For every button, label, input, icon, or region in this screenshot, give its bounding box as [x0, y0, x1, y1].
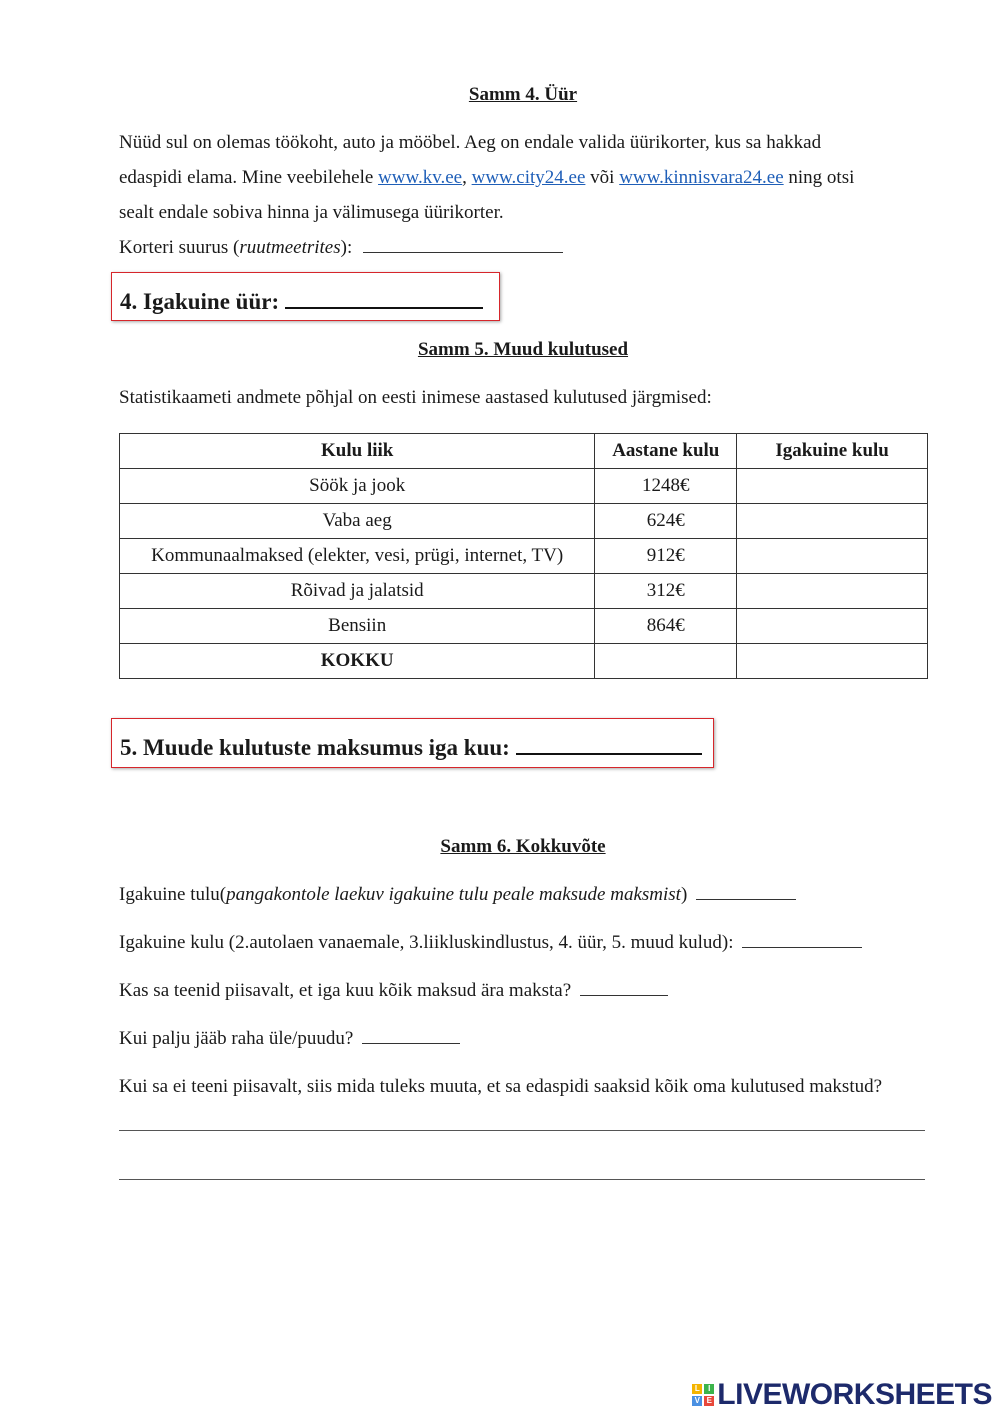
expense-type: Kommunaalmaksed (elekter, vesi, prügi, internet, TV) [120, 539, 595, 574]
table-row [120, 574, 928, 609]
monthly-expenses-row [119, 925, 862, 960]
other-expenses-input[interactable] [516, 731, 702, 755]
other-expenses-row [120, 731, 702, 761]
link-city24[interactable]: www.city24.ee [471, 167, 586, 188]
logo-letter-l: L [692, 1384, 702, 1394]
what-to-change-question: Kui sa ei teeni piisavalt, siis mida tuleks muuta, et sa edaspidi saaksid kõik oma kulutused makstud? [119, 1076, 883, 1097]
annual-cost: 864€ [595, 609, 737, 644]
monthly-cost-input[interactable] [737, 574, 928, 609]
monthly-cost-input[interactable] [737, 504, 928, 539]
monthly-rent-label: 4. Igakuine üür: [120, 289, 280, 314]
monthly-income-label-note: pangakontole laekuv igakuine tulu peale maksude maksmist [226, 884, 681, 905]
expenses-table [119, 433, 928, 679]
money-left-input[interactable] [362, 1025, 460, 1044]
money-left-question: Kui palju jääb raha üle/puudu? [119, 1028, 354, 1049]
apartment-size-label-unit: ruutmeetrites [239, 237, 341, 258]
logo-letter-v: V [692, 1396, 702, 1406]
annual-cost: 624€ [595, 504, 737, 539]
link-separator: , [462, 167, 472, 188]
header-monthly-cost: Igakuine kulu [737, 434, 928, 469]
step5-heading: Samm 5. Muud kulutused [417, 339, 629, 360]
expense-type: Rõivad ja jalatsid [120, 574, 595, 609]
step4-intro-line1: Nüüd sul on olemas töökoht, auto ja mööbel. Aeg on endale valida üürikorter, kus sa hakkad [119, 132, 822, 153]
logo-letter-e: E [704, 1396, 714, 1406]
earn-enough-row [119, 973, 668, 1008]
other-expenses-box [111, 718, 714, 768]
apartment-size-row [119, 230, 563, 265]
logo-mark-icon [692, 1384, 714, 1406]
apartment-size-input[interactable] [363, 234, 563, 253]
annual-cost: 312€ [595, 574, 737, 609]
link-kv[interactable]: www.kv.ee [378, 167, 463, 188]
monthly-expenses-label: Igakuine kulu (2.autolaen vanaemale, 3.liikluskindlustus, 4. üür, 5. muud kulud): [119, 932, 734, 953]
other-expenses-label: 5. Muude kulutuste maksumus iga kuu: [120, 735, 510, 760]
answer-line-2[interactable] [119, 1179, 925, 1180]
total-monthly-input[interactable] [737, 644, 928, 679]
money-left-row [119, 1021, 460, 1056]
table-row [120, 539, 928, 574]
header-annual-cost: Aastane kulu [595, 434, 737, 469]
monthly-rent-box [111, 272, 500, 321]
step5-intro: Statistikaameti andmete põhjal on eesti inimese aastased kulutused järgmised: [119, 387, 712, 408]
monthly-rent-input[interactable] [285, 285, 483, 309]
table-row [120, 469, 928, 504]
annual-cost: 912€ [595, 539, 737, 574]
step4-intro-line3: sealt endale sobiva hinna ja välimusega üürikorter. [119, 202, 504, 223]
link-kinnisvara24[interactable]: www.kinnisvara24.ee [619, 167, 784, 188]
step4-intro-line2 [119, 160, 854, 195]
monthly-cost-input[interactable] [737, 539, 928, 574]
step4-intro-line2-pre: edaspidi elama. Mine veebilehele [119, 167, 379, 188]
monthly-cost-input[interactable] [737, 469, 928, 504]
step4-intro-line2-post: ning otsi [783, 167, 855, 188]
liveworksheets-logo [692, 1378, 992, 1412]
step4-heading: Samm 4. Üür [468, 84, 578, 105]
header-expense-type: Kulu liik [120, 434, 595, 469]
monthly-rent-row [120, 285, 483, 315]
earn-enough-input[interactable] [580, 977, 668, 996]
table-header-row [120, 434, 928, 469]
monthly-income-row [119, 877, 796, 912]
apartment-size-label-post: ): [340, 237, 353, 258]
link-separator-or: või [585, 167, 620, 188]
table-row [120, 609, 928, 644]
monthly-expenses-input[interactable] [742, 929, 862, 948]
earn-enough-question: Kas sa teenid piisavalt, et iga kuu kõik maksud ära maksta? [119, 980, 572, 1001]
expense-type: Vaba aeg [120, 504, 595, 539]
step6-heading: Samm 6. Kokkuvõte [440, 836, 606, 857]
monthly-cost-input[interactable] [737, 609, 928, 644]
logo-letter-i: I [704, 1384, 714, 1394]
monthly-income-label-post: ) [680, 884, 688, 905]
expense-type: Bensiin [120, 609, 595, 644]
answer-line-1[interactable] [119, 1130, 925, 1131]
expense-type: Söök ja jook [120, 469, 595, 504]
table-row [120, 504, 928, 539]
apartment-size-label-pre: Korteri suurus ( [119, 237, 240, 258]
monthly-income-input[interactable] [696, 881, 796, 900]
annual-cost: 1248€ [595, 469, 737, 504]
table-total-row [120, 644, 928, 679]
total-annual-input[interactable] [595, 644, 737, 679]
monthly-income-label-pre: Igakuine tulu( [119, 884, 227, 905]
total-label: KOKKU [120, 644, 595, 679]
logo-text: LIVEWORKSHEETS [717, 1378, 992, 1411]
